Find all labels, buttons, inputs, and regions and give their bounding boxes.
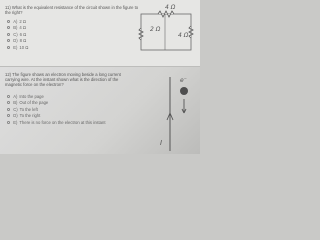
- option-e[interactable]: [7, 119, 106, 126]
- current-label: I: [160, 139, 163, 147]
- option-text: There is no force on the electron at this instant: [19, 119, 106, 125]
- radio-button[interactable]: [7, 26, 10, 29]
- option-text: To the right: [19, 113, 41, 119]
- option-letter: E): [13, 119, 18, 125]
- option-text: 10 Ω: [19, 44, 29, 50]
- question-12-options: [7, 93, 106, 126]
- option-letter: D): [13, 113, 18, 119]
- radio-button[interactable]: [7, 39, 10, 42]
- option-letter: B): [13, 100, 18, 106]
- option-text: 6 Ω: [19, 31, 27, 37]
- option-letter: A): [13, 18, 18, 24]
- question-12: [0, 67, 200, 154]
- radio-button[interactable]: [7, 101, 10, 104]
- radio-button[interactable]: [7, 95, 10, 98]
- option-e[interactable]: [7, 44, 28, 51]
- option-text: To the left: [19, 106, 38, 112]
- radio-button[interactable]: [7, 121, 10, 124]
- worksheet-page: [0, 0, 200, 154]
- option-letter: B): [13, 25, 18, 31]
- radio-button[interactable]: [7, 46, 10, 49]
- option-letter: E): [13, 44, 18, 50]
- radio-button[interactable]: [7, 20, 10, 23]
- resistor-label-top: 4 Ω: [165, 4, 176, 11]
- charge-label: e⁻: [180, 77, 187, 84]
- question-12-text: 12) The figure shows an electron moving beside a long current carrying wire. At the instant shown what is the direction of the magnetic force on the electron?: [5, 72, 121, 87]
- option-letter: C): [13, 106, 18, 112]
- option-letter: D): [13, 38, 18, 44]
- question-11: [0, 0, 200, 67]
- radio-button[interactable]: [7, 33, 10, 36]
- radio-button[interactable]: [7, 108, 10, 111]
- resistor-label-right: 4 Ω: [178, 32, 189, 39]
- option-text: 8 Ω: [19, 38, 27, 44]
- question-11-text: 11) What is the equivalent resistance of the circuit shown in the figure to the right?: [5, 5, 139, 15]
- option-text: Into the page: [19, 93, 44, 99]
- option-letter: A): [13, 93, 18, 99]
- option-text: 4 Ω: [19, 25, 26, 31]
- wire-diagram: [140, 73, 196, 153]
- option-text: 2 Ω: [19, 18, 26, 24]
- option-letter: C): [13, 31, 18, 37]
- resistor-label-left: 2 Ω: [150, 26, 161, 33]
- radio-button[interactable]: [7, 114, 10, 117]
- option-text: Out of the page: [19, 100, 49, 106]
- question-11-options: [7, 18, 28, 51]
